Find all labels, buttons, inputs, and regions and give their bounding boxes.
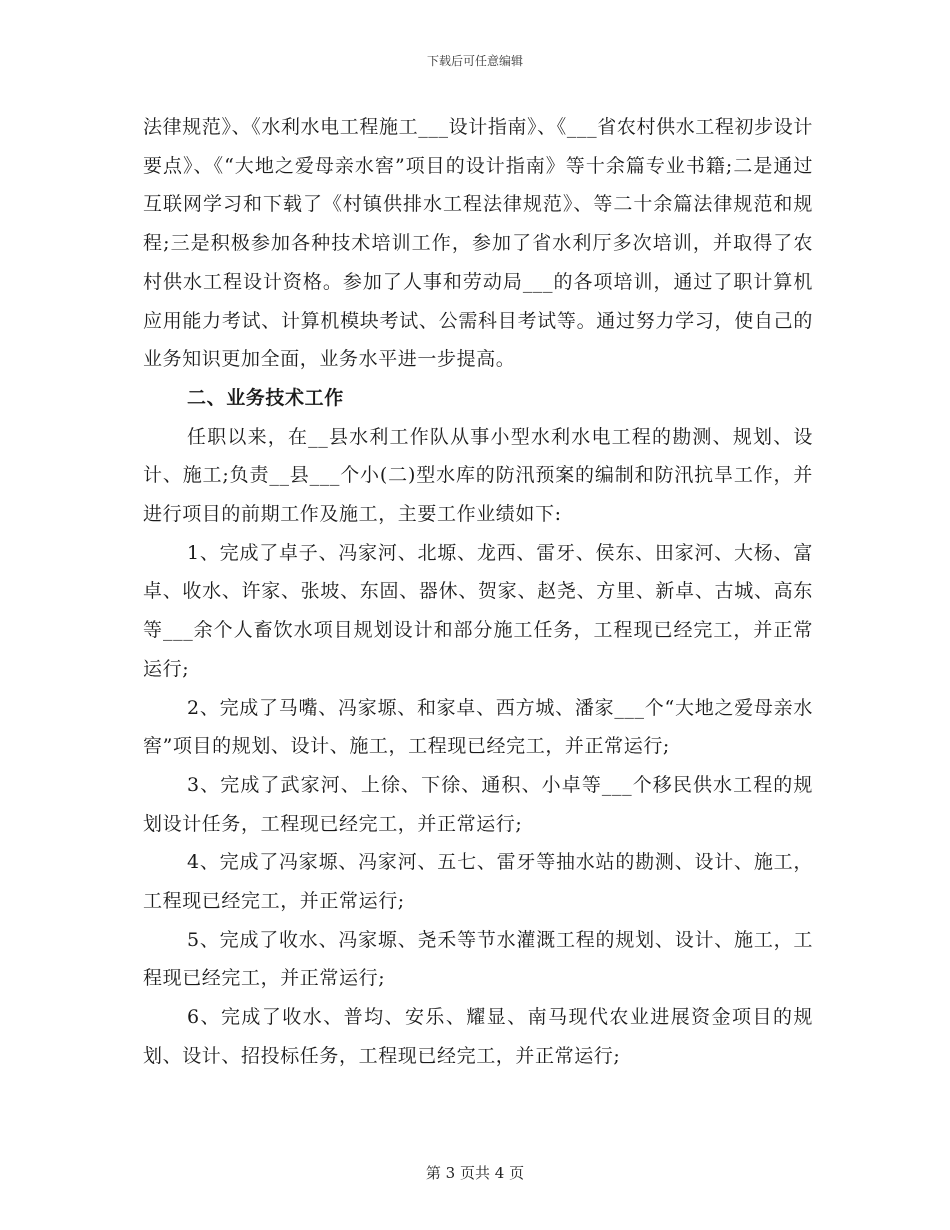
list-item-6: 6、完成了收水、普均、安乐、耀显、南马现代农业进展资金项目的规划、设计、招投标任务，工程现已经完工，并正常运行;: [143, 1006, 813, 1067]
section-heading: 二、业务技术工作: [187, 386, 344, 409]
page-header: 下载后可任意编辑: [426, 54, 523, 68]
list-item-2: 2、完成了马嘴、冯家塬、和家卓、西方城、潘家___个“大地之爱母亲水窖”项目的规划、设计、施工，工程现已经完工，并正常运行;: [143, 696, 813, 758]
page-footer: 第 3 页共 4 页: [425, 1164, 525, 1182]
list-item-4: 4、完成了冯家塬、冯家河、五七、雷牙等抽水站的勘测、设计、施工，工程现已经完工，并正常运行;: [143, 851, 813, 913]
list-item-3: 3、完成了武家河、上徐、下徐、通积、小卓等___个移民供水工程的规划设计任务，工程现已经完工，并正常运行;: [143, 773, 813, 835]
section-intro-paragraph: 任职以来，在__县水利工作队从事小型水利水电工程的勘测、规划、设计、施工;负责__县___个小(二)型水库的防汛预案的编制和防汛抗旱工作，并进行项目的前期工作及施工，主要工作业绩如下:: [143, 425, 813, 526]
list-item-1: 1、完成了卓子、冯家河、北塬、龙西、雷牙、侯东、田家河、大杨、富卓、收水、许家、张坡、东固、器休、贺家、赵尧、方里、新卓、古城、高东等___余个人畜饮水项目规划设计和部分施工任务，工程现已经完工，并正常运行;: [143, 541, 813, 680]
list-item-5: 5、完成了收水、冯家塬、尧禾等节水灌溉工程的规划、设计、施工，工程现已经完工，并正常运行;: [143, 928, 813, 990]
document-body: [143, 108, 813, 1076]
intro-paragraph: 法律规范》、《水利水电工程施工___设计指南》、《___省农村供水工程初步设计要点》、《“大地之爱母亲水窖”项目的设计指南》等十余篇专业书籍;二是通过互联网学习和下载了《村镇供排水工程法律规范》、等二十余篇法律规范和规程;三是积极参加各种技术培训工作，参加了省水利厅多次培训，并取得了农村供水工程设计资格。参加了人事和劳动局___的各项培训，通过了职计算机应用能力考试、计算机模块考试、公需科目考试等。通过努力学习，使自己的业务知识更加全面，业务水平进一步提高。: [143, 116, 813, 371]
